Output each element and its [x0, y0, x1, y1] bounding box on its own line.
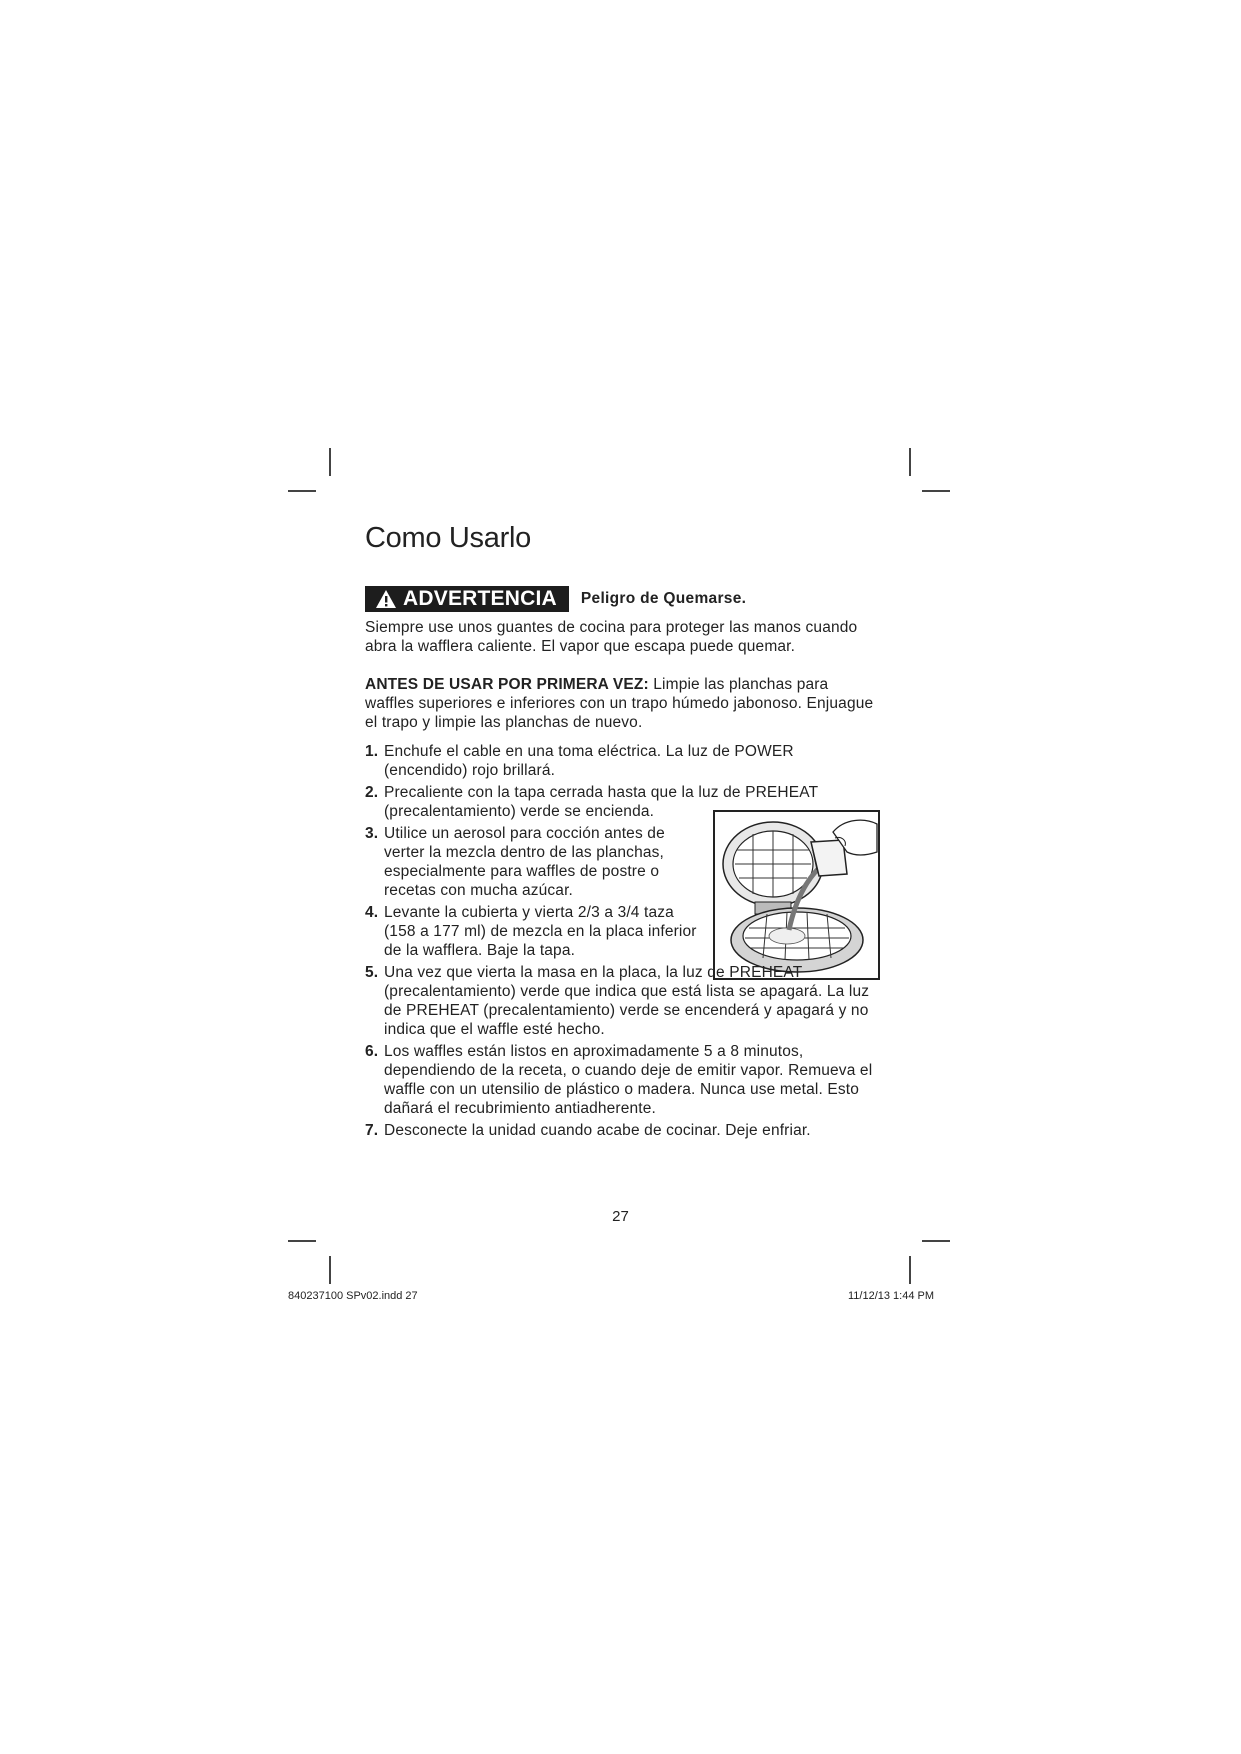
warning-badge-label: ADVERTENCIA: [403, 587, 557, 610]
page-content: [365, 520, 880, 1143]
list-item: 1. Enchufe el cable en una toma eléctrica. La luz de POWER (encendido) rojo brillará.: [365, 743, 794, 779]
warning-heading: Peligro de Quemarse.: [580, 590, 747, 607]
crop-mark: [909, 1256, 911, 1284]
first-use-label: ANTES DE USAR POR PRIMERA VEZ:: [365, 676, 649, 693]
warning-triangle-icon: [375, 589, 397, 609]
list-item: 6. Los waffles están listos en aproximadamente 5 a 8 minutos, dependiendo de la receta, o cuando deje de emitir vapor. Remueva el waffle con un utensilio de plástico o madera. Nunca use metal. Esto dañará el recubrimiento antiadherente.: [365, 1043, 873, 1117]
list-item: 5. Una vez que vierta la masa en la placa, la luz de PREHEAT (precalentamiento) verde que indica que está lista se apagará. La luz de PREHEAT (precalentamiento) verde se encenderá y apagará y no indica que el waffle esté hecho.: [365, 964, 870, 1038]
list-item: 7. Desconecte la unidad cuando acabe de cocinar. Deje enfriar.: [365, 1122, 811, 1139]
crop-mark: [922, 490, 950, 492]
crop-mark: [288, 490, 316, 492]
page-number: 27: [612, 1208, 629, 1225]
crop-mark: [288, 1240, 316, 1242]
warning-header: [365, 586, 880, 612]
waffle-pour-illustration: [713, 810, 880, 980]
footer-timestamp: 11/12/13 1:44 PM: [848, 1290, 935, 1302]
list-item: 2. Precaliente con la tapa cerrada hasta que la luz de PREHEAT (precalentamiento) verde se encienda.: [365, 784, 818, 820]
list-item: 3. Utilice un aerosol para cocción antes de verter la mezcla dentro de las planchas, especialmente para waffles de postre o recetas con mucha azúcar.: [365, 825, 665, 899]
page-title: Como Usarlo: [365, 522, 531, 554]
warning-text: Siempre use unos guantes de cocina para proteger las manos cuando abra la wafflera caliente. El vapor que escapa puede quemar.: [365, 619, 858, 655]
crop-mark: [329, 448, 331, 476]
first-use-paragraph: [365, 675, 880, 732]
footer-file-info: 840237100 SPv02.indd 27: [288, 1290, 418, 1302]
crop-mark: [922, 1240, 950, 1242]
crop-mark: [329, 1256, 331, 1284]
list-item: 4. Levante la cubierta y vierta 2/3 a 3/4 taza (158 a 177 ml) de mezcla en la placa inferior de la wafflera. Baje la tapa.: [365, 904, 697, 959]
first-use-text: Limpie las planchas para waffles superiores e inferiores con un trapo húmedo jabonoso. Enjuague el trapo y limpie las planchas de nuevo.: [365, 676, 874, 731]
crop-mark: [909, 448, 911, 476]
warning-badge: [365, 586, 569, 612]
